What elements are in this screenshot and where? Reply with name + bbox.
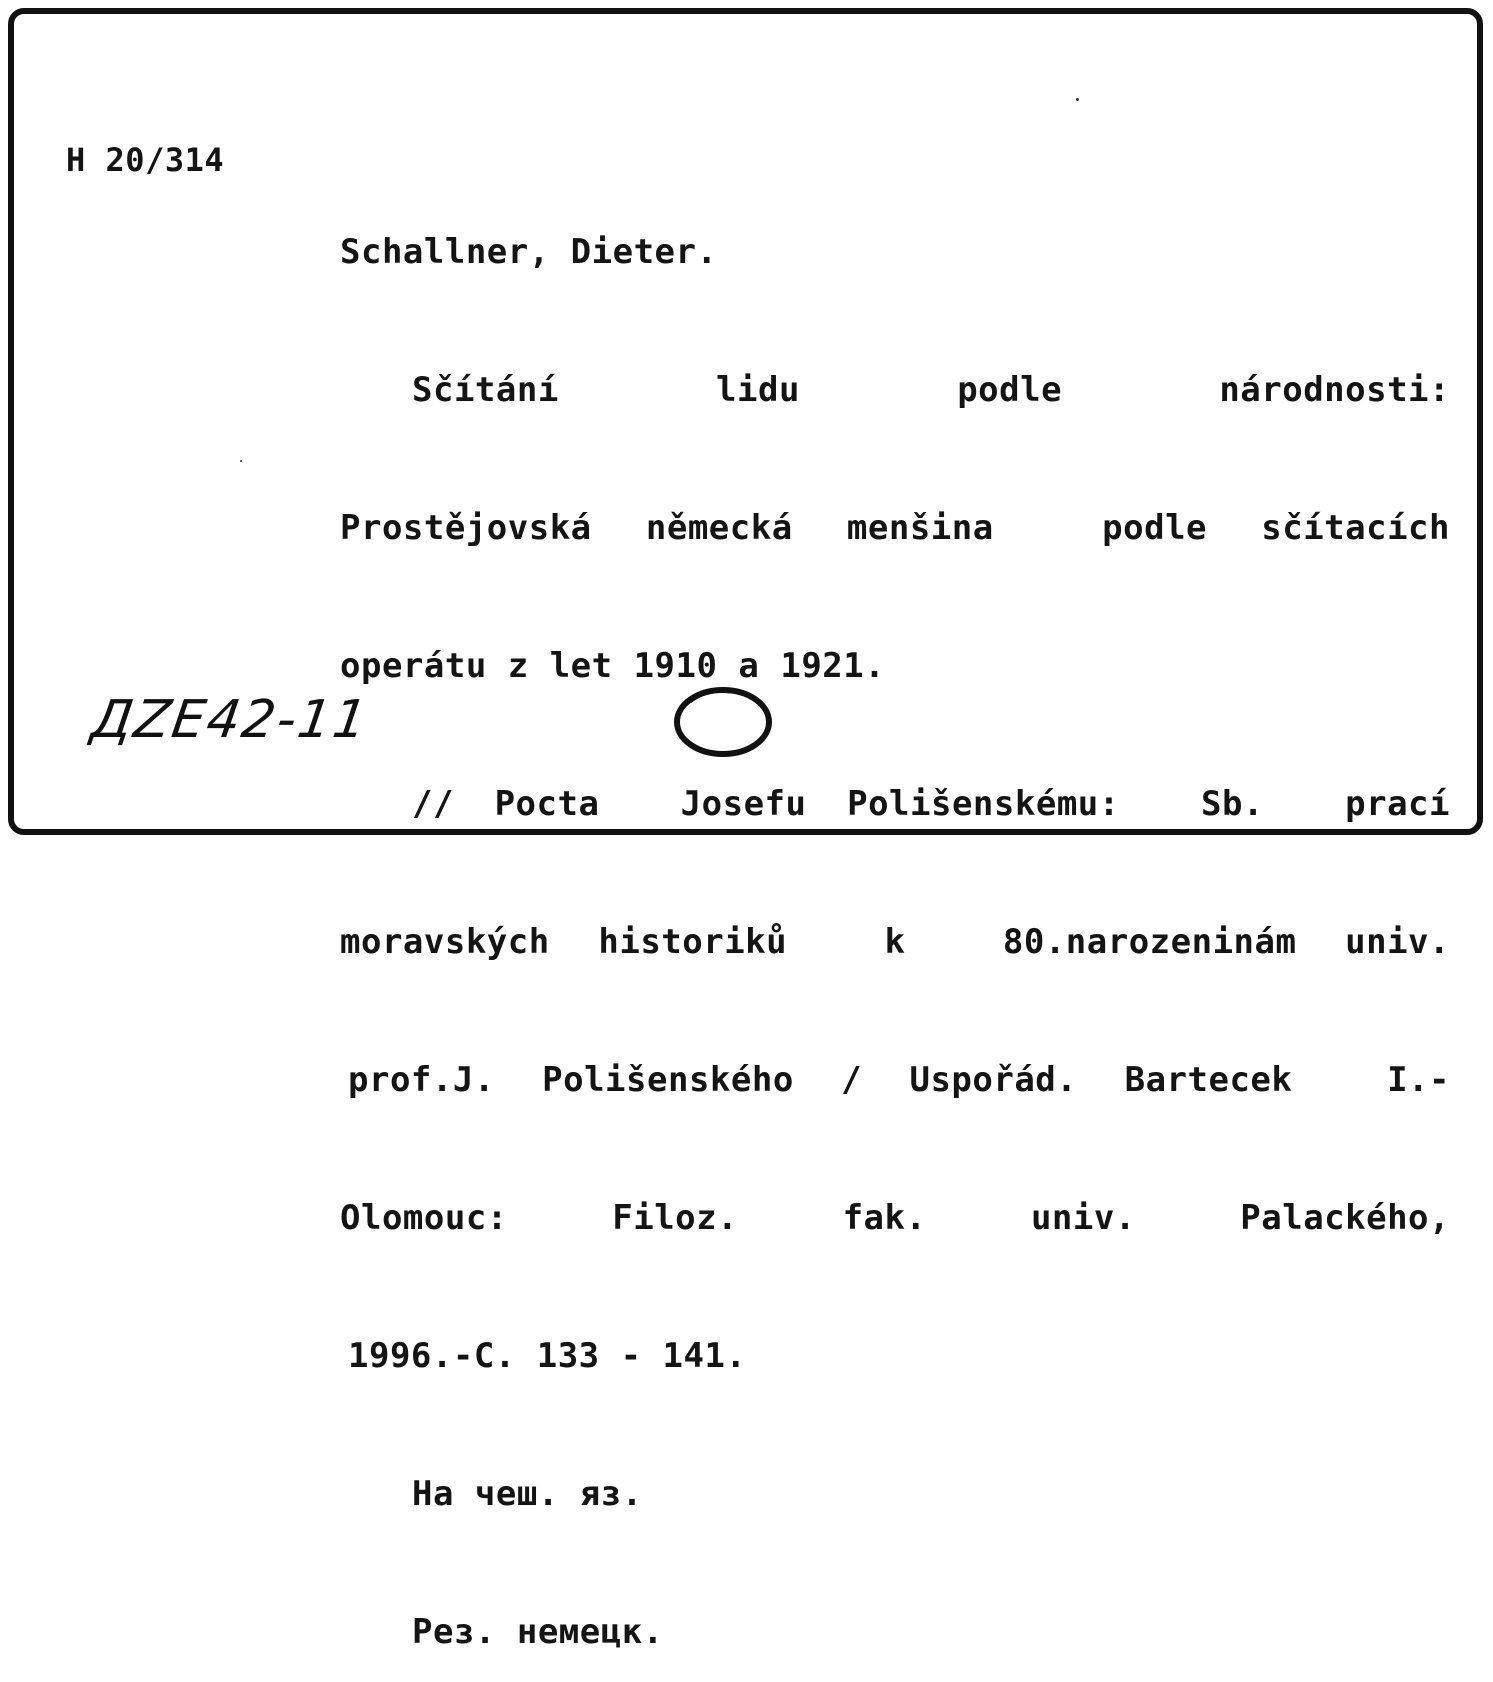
source-line-2: moravských historiků k 80.narozeninám univ. <box>340 922 1450 962</box>
handwritten-code: ДZE42-11 <box>87 690 373 750</box>
paper-speck <box>240 460 242 462</box>
title-line-2: Prostějovská německá menšina podle sčítacích <box>340 508 1450 548</box>
author-line: Schallner, Dieter. <box>340 232 718 272</box>
source-line-5: 1996.-C. 133 - 141. <box>348 1336 747 1376</box>
source-line-1: // Pocta Josefu Polišenskému: Sb. prací <box>412 784 1450 824</box>
title-line-1: Sčítání lidu podle národnosti: <box>412 370 1450 410</box>
source-line-4: Olomouc: Filoz. fak. univ. Palackého, <box>340 1198 1450 1238</box>
punch-hole-icon <box>668 680 778 760</box>
shelfmark: Н 20/314 <box>66 141 225 179</box>
language-note: На чеш. яз. <box>412 1474 643 1514</box>
paper-speck <box>1076 98 1079 101</box>
title-line-3: operátu z let 1910 a 1921. <box>340 646 886 686</box>
bibliographic-entry <box>340 137 1450 1682</box>
summary-note: Рез. немецк. <box>412 1612 664 1652</box>
source-line-3: prof.J. Polišenského / Uspořád. Bartecek I.- <box>348 1060 1450 1100</box>
